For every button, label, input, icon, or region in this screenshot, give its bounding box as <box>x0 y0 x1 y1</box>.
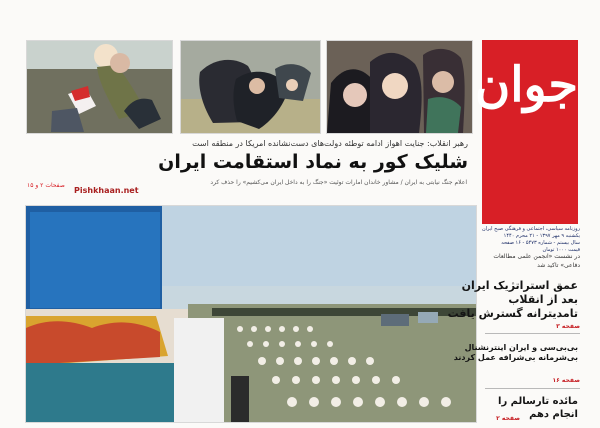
watermark-text: Pishkhaan.net <box>74 186 139 195</box>
right-story-3-page: صفحه ۲ <box>496 415 520 422</box>
photo-soldier-carrying-child <box>26 40 173 134</box>
right-story-1-line-1: عمق استراتژیک ایران <box>461 279 578 292</box>
divider-2 <box>485 388 580 389</box>
issue-info <box>481 226 580 254</box>
right-story-3-line-1: مائده تارسالم را <box>498 396 578 407</box>
top-story-kicker: رهبر انقلاب: جنایت اهواز ادامه توطئه دولت‌های دست‌نشانده امریکا در منطقه است <box>192 139 468 148</box>
top-story-subhead: اعلام جنگ نیابتی به ایران / مشاور خاندان امارات توئیت «جنگ را به داخل ایران می‌کشیم» را حذف کرد <box>210 179 467 186</box>
issue-line-3: سال بیستم - شماره ۵۴۷۳ - ۱۶ صفحه <box>501 240 580 246</box>
right-story-1-page: صفحه ۳ <box>556 323 580 330</box>
masthead-logo <box>474 40 578 224</box>
issue-line-1: روزنامه سیاسی، اجتماعی و فرهنگی صبح ایران <box>481 226 580 232</box>
watermark <box>74 186 168 203</box>
right-story-2-line-1: بی‌بی‌سی و ایران اینترنشنال <box>464 343 578 352</box>
top-story-page-ref: صفحات ۲ و ۱۵ <box>27 182 65 189</box>
right-story-2-page: صفحه ۱۶ <box>552 377 580 384</box>
right-story-2-line-2: بی‌شرمانه بی‌شرافه عمل کردند <box>453 353 578 362</box>
issue-line-4: قیمت ۱۰۰۰ تومان <box>542 247 580 253</box>
top-story-headline: شلیک کور به نماد استقامت ایران <box>158 151 468 173</box>
masthead-title: جوان <box>474 57 578 113</box>
photo-military-parade <box>25 205 477 423</box>
right-column-blurb: در نشست «انجمن علمی مطالعات دفاعی» تاکید شد <box>493 253 580 269</box>
divider-1 <box>485 333 580 334</box>
issue-line-2: یکشنبه ۹ مهر ۱۳۹۷ - ۲۱ محرم ۱۴۴۰ <box>503 233 580 239</box>
photo-crowd-mourning <box>326 40 473 134</box>
right-story-1-line-2: بعد از انقلاب <box>508 293 578 306</box>
right-story-3-line-2: انجام دهم <box>529 409 578 420</box>
photo-women-protecting-child <box>180 40 321 134</box>
right-story-1-line-3: تامدیترانه گسترش یافت <box>447 307 578 320</box>
